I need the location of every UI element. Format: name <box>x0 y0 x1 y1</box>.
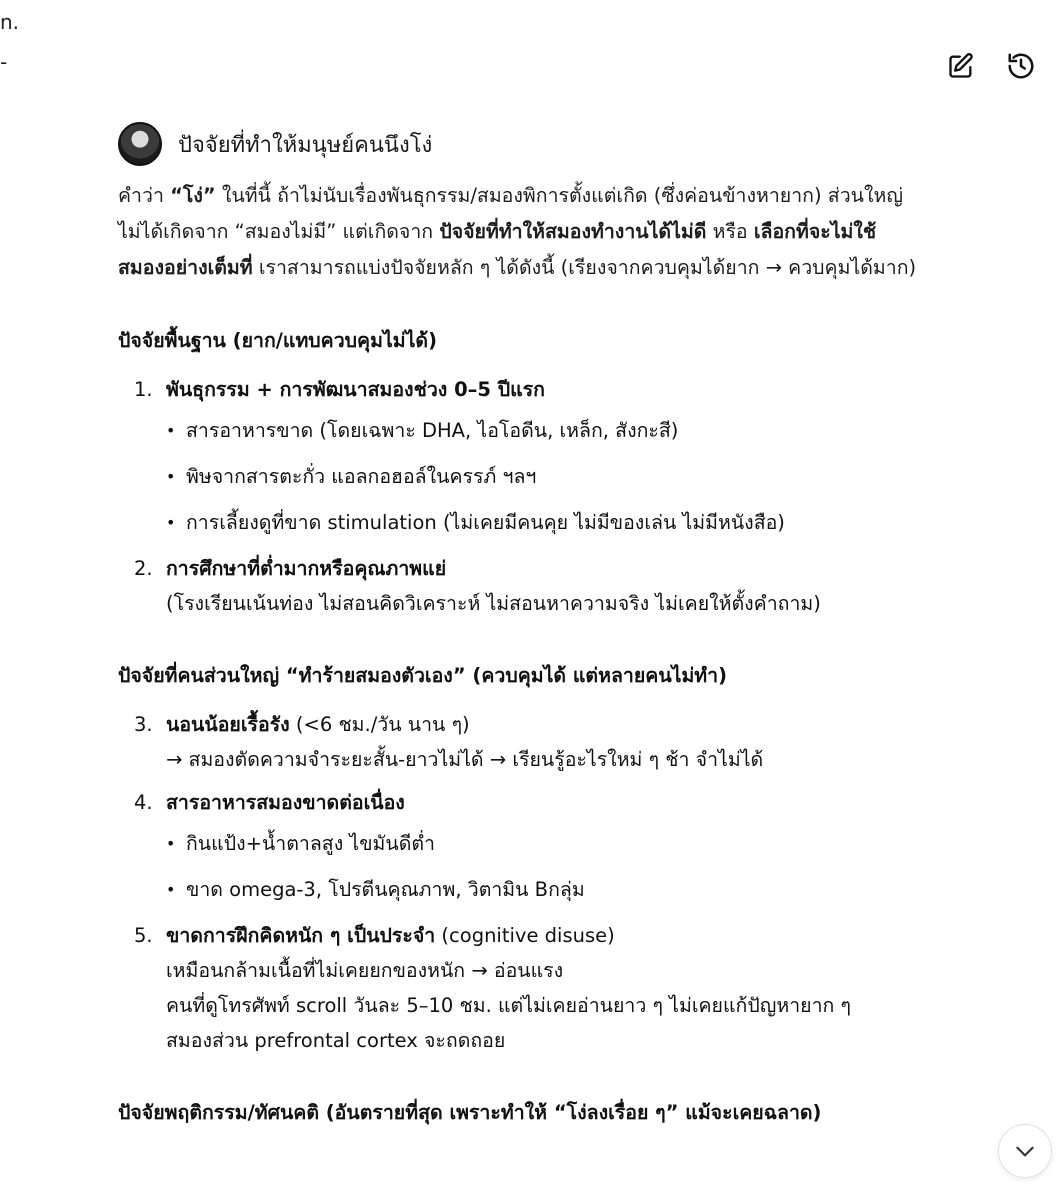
section-heading-behavior: ปัจจัยพฤติกรรม/ทัศนคติ (อันตรายที่สุด เพราะทำให้ “โง่ลงเรื่อย ๆ” แม้จะเคยฉลาด) <box>118 1101 822 1124</box>
conversation-content <box>118 122 918 1144</box>
list-item-5 <box>118 918 918 1058</box>
item-number: 5. <box>134 924 153 947</box>
item-detail: เหมือนกล้ามเนื้อที่ไม่เคยยกของหนัก → อ่อนแรง <box>166 959 564 982</box>
corner-dash-fragment: - <box>0 50 8 74</box>
intro-text-2: ในที่นี้ ถ้าไม่นับเรื่องพันธุกรรม/สมองพิการตั้งแต่เกิด (ซึ่งค่อนข้างหายาก) ส่วนใหญ่ไม่ได้เกิดจาก “สมองไม่มี” แต่เกิดจาก <box>118 184 903 243</box>
bullet-item: • สารอาหารขาด (โดยเฉพาะ DHA, ไอโอดีน, เหล็ก, สังกะสี) <box>166 413 918 448</box>
bullet-item: • การเลี้ยงดูที่ขาด stimulation (ไม่เคยมีคนคุย ไม่มีของเล่น ไม่มีหนังสือ) <box>166 505 918 540</box>
item-title: การศึกษาที่ต่ำมากหรือคุณภาพแย่ <box>166 557 447 580</box>
item-title: ขาดการฝึกคิดหนัก ๆ เป็นประจำ <box>166 924 436 947</box>
item-title: นอนน้อยเรื้อรัง <box>166 713 290 736</box>
edit-icon <box>947 52 975 80</box>
avatar <box>118 122 162 166</box>
item-detail: → สมองตัดความจำระยะสั้น-ยาวไม่ได้ → เรียนรู้อะไรใหม่ ๆ ช้า จำไม่ได้ <box>166 748 764 771</box>
bullet-item: • ขาด omega-3, โปรตีนคุณภาพ, วิตามิน Bกลุ่ม <box>166 872 918 907</box>
intro-bold-1: “โง่” <box>170 184 216 207</box>
list-item-2 <box>118 551 918 621</box>
item-number: 1. <box>134 378 153 401</box>
section-heading-self-harm: ปัจจัยที่คนส่วนใหญ่ “ทำร้ายสมองตัวเอง” (ควบคุมได้ แต่หลายคนไม่ทำ) <box>118 664 728 687</box>
item-title-note: (cognitive disuse) <box>435 924 615 947</box>
list-item-1 <box>118 372 918 540</box>
top-toolbar <box>943 48 1039 84</box>
user-message-row <box>118 122 918 166</box>
section-heading-basic: ปัจจัยพื้นฐาน (ยาก/แทบควบคุมไม่ได้) <box>118 329 437 352</box>
item-title: สารอาหารสมองขาดต่อเนื่อง <box>166 791 405 814</box>
history-icon <box>1006 51 1036 81</box>
chevron-down-icon <box>1012 1138 1038 1164</box>
bullet-list <box>166 413 918 540</box>
list-item-4 <box>118 785 918 907</box>
intro-paragraph <box>118 178 918 286</box>
item-detail: คนที่ดูโทรศัพท์ scroll วันละ 5–10 ชม. แต่ไม่เคยอ่านยาว ๆ ไม่เคยแก้ปัญหายาก ๆ <box>166 994 852 1017</box>
item-detail: (โรงเรียนเน้นท่อง ไม่สอนคิดวิเคราะห์ ไม่สอนหาความจริง ไม่เคยให้ตั้งคำถาม) <box>166 592 821 615</box>
item-number: 4. <box>134 791 153 814</box>
corner-text-fragment: n. <box>0 10 20 34</box>
list-item-3 <box>118 707 918 777</box>
intro-text-3: หรือ <box>706 220 754 243</box>
user-message: ปัจจัยที่ทำให้มนุษย์คนนึงโง่ <box>178 132 433 158</box>
intro-text-4: เราสามารถแบ่งปัจจัยหลัก ๆ ได้ดังนี้ (เรียงจากควบคุมได้ยาก → ควบคุมได้มาก) <box>252 256 917 279</box>
bullet-item: • กินแป้ง+น้ำตาลสูง ไขมันดีต่ำ <box>166 826 918 861</box>
item-number: 3. <box>134 713 153 736</box>
item-title: พันธุกรรม + การพัฒนาสมองช่วง 0–5 ปีแรก <box>166 378 545 401</box>
item-number: 2. <box>134 557 153 580</box>
item-detail: สมองส่วน prefrontal cortex จะถดถอย <box>166 1029 506 1052</box>
bullet-list <box>166 826 918 907</box>
bullet-item: • พิษจากสารตะกั่ว แอลกอฮอล์ในครรภ์ ฯลฯ <box>166 459 918 494</box>
edit-button[interactable] <box>943 48 979 84</box>
intro-text-1: คำว่า <box>118 184 171 207</box>
intro-bold-2: ปัจจัยที่ทำให้สมองทำงานได้ไม่ดี <box>439 220 707 243</box>
item-title-note: (<6 ชม./วัน นาน ๆ) <box>289 713 470 736</box>
scroll-down-button[interactable] <box>998 1124 1052 1178</box>
intro-bold-3: เลือกที่จะไม่ใช้สมองอย่างเต็มที่ <box>118 220 877 279</box>
history-button[interactable] <box>1003 48 1039 84</box>
